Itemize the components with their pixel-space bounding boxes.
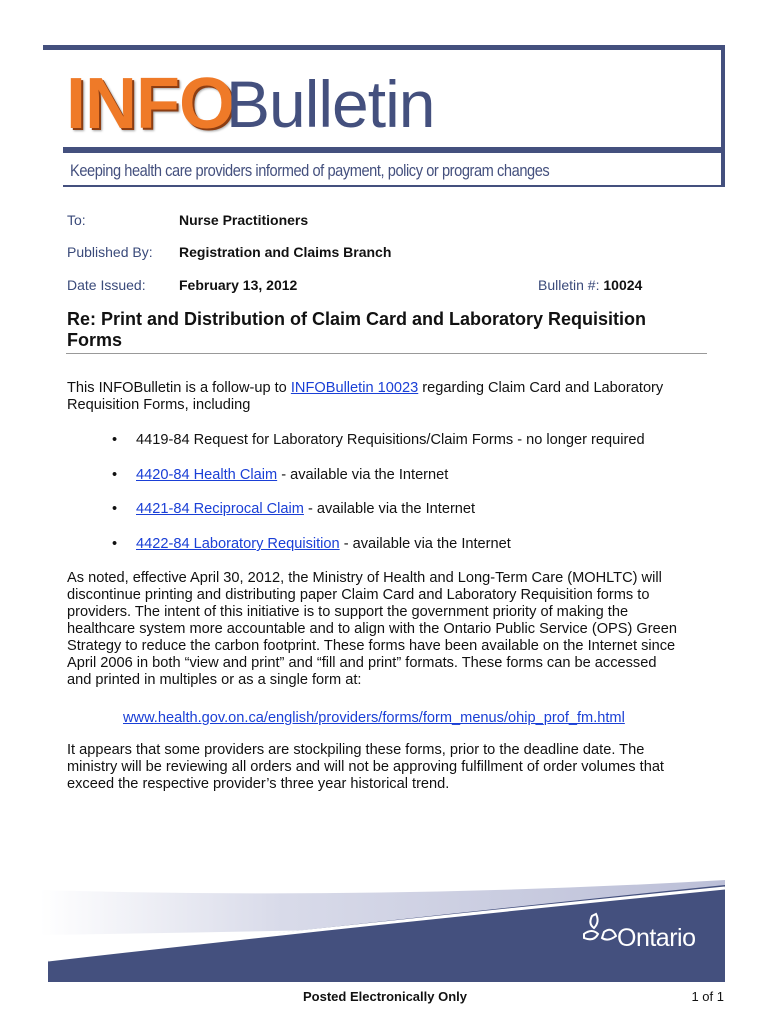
intro-text-start: This INFOBulletin is a follow-up to [67, 380, 291, 396]
bullet-item-3 [112, 501, 475, 518]
paragraph-line: It appears that some providers are stockpiling these forms, prior to the deadline date. The [67, 742, 645, 758]
published-label: Published By: [67, 244, 153, 260]
page-number: 1 of 1 [691, 989, 724, 1004]
intro-text-end: regarding Claim Card and Laboratory [418, 380, 664, 396]
ontario-wordmark: Ontario [617, 924, 696, 952]
paragraph-line: discontinue printing and distributing paper Claim Card and Laboratory Requisition forms to [67, 587, 650, 603]
posted-electronically-note: Posted Electronically Only [303, 989, 467, 1004]
header-frame-right [721, 45, 725, 185]
bullet-text: - available via the Internet [339, 536, 511, 552]
intro-line-2: Requisition Forms, including [67, 397, 251, 413]
header-rule-thick [63, 147, 725, 153]
bullet-text: - available via the Internet [303, 501, 476, 517]
bullet-item-2 [112, 467, 448, 484]
title-rule [66, 353, 707, 354]
paragraph-line: ministry will be reviewing all orders and will not be approving fulfillment of order volumes that [67, 759, 664, 775]
intro-paragraph [67, 380, 717, 414]
paragraph-line: and printed in multiples or as a single form at: [67, 672, 362, 688]
bulletin-value: 10024 [603, 277, 643, 293]
bullet-dot: • [112, 536, 118, 552]
bullet-dot: • [112, 467, 118, 483]
laboratory-requisition-link[interactable]: 4422-84 Laboratory Requisition [136, 536, 340, 552]
logo-bulletin-text: Bulletin [226, 67, 435, 141]
header-tagline: Keeping health care providers informed of payment, policy or program changes [70, 161, 550, 180]
date-value: February 13, 2012 [179, 277, 298, 293]
to-value: Nurse Practitioners [179, 212, 309, 228]
infobulletin-10023-link[interactable]: INFOBulletin 10023 [290, 380, 419, 396]
bulletin-title: Re: Print and Distribution of Claim Card and Laboratory Requisition Forms [67, 309, 647, 350]
bulletin-label: Bulletin #: [538, 277, 600, 293]
date-label: Date Issued: [67, 277, 146, 293]
paragraph-line: exceed the respective provider’s three year historical trend. [67, 776, 450, 792]
bullet-dot: • [112, 432, 118, 448]
bulletin-number [538, 277, 642, 293]
bullet-text: - available via the Internet [277, 467, 449, 483]
paragraph-line: healthcare system more accountable and to align with the Ontario Public Service (OPS) Green [67, 621, 677, 637]
paragraph-line: providers. The intent of this initiative is to support the government priority of making the [67, 604, 629, 620]
paragraph-line: As noted, effective April 30, 2012, the Ministry of Health and Long-Term Care (MOHLTC) will [67, 570, 662, 586]
reciprocal-claim-link[interactable]: 4421-84 Reciprocal Claim [136, 501, 304, 517]
paragraph-line: Strategy to reduce the carbon footprint. These forms have been available on the Internet since [67, 638, 676, 654]
header-frame-top [43, 45, 725, 50]
bullet-dot: • [112, 501, 118, 517]
paragraph-line: April 2006 in both “view and print” and “fill and print” formats. These forms can be accessed [67, 655, 657, 671]
bullet-text: 4419-84 Request for Laboratory Requisitions/Claim Forms - no longer required [136, 432, 645, 448]
forms-url-row [123, 710, 625, 727]
forms-url-link[interactable]: www.health.gov.on.ca/english/providers/forms/form_menus/ohip_prof_fm.html [123, 710, 625, 726]
paragraph-stockpiling [67, 742, 727, 793]
health-claim-link[interactable]: 4420-84 Health Claim [136, 467, 278, 483]
header-rule-thin [63, 185, 725, 187]
to-label: To: [67, 212, 86, 228]
logo-info-text: INFO [66, 64, 234, 144]
bullet-item-1 [112, 432, 645, 449]
bullet-item-4 [112, 536, 511, 553]
paragraph-discontinue [67, 570, 727, 689]
intro-line-1 [67, 380, 717, 397]
published-value: Registration and Claims Branch [179, 244, 392, 260]
